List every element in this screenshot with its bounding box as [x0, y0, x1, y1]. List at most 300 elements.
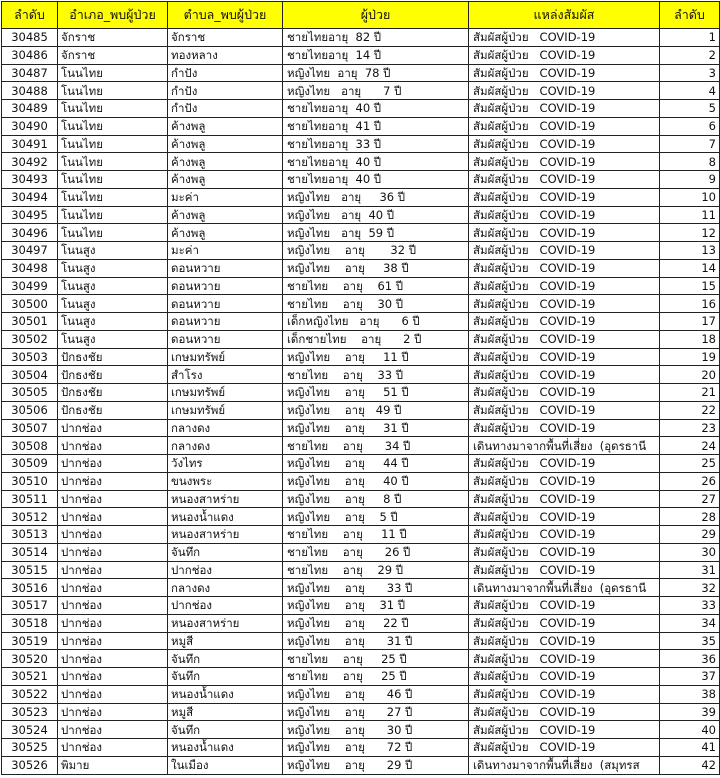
table-row — [2, 313, 720, 331]
case-number-cell: 30514 — [2, 543, 58, 561]
case-number-cell: 30521 — [2, 668, 58, 686]
subdistrict-cell: ปากช่อง — [168, 597, 283, 615]
district-cell: จักราช — [58, 46, 168, 64]
patient-cell: หญิงไทย อายุ 27 ปี — [283, 703, 469, 721]
table-row — [2, 437, 720, 455]
table-row — [2, 543, 720, 561]
district-cell: ปากช่อง — [58, 437, 168, 455]
case-number-cell: 30520 — [2, 650, 58, 668]
patient-cell: หญิงไทย อายุ 22 ปี — [283, 614, 469, 632]
subdistrict-cell: กำปัง — [168, 64, 283, 82]
district-cell: ปากช่อง — [58, 739, 168, 757]
district-cell: ปากช่อง — [58, 650, 168, 668]
district-cell: ปากช่อง — [58, 543, 168, 561]
case-number-cell: 30485 — [2, 29, 58, 47]
subdistrict-cell: หมูสี — [168, 703, 283, 721]
subdistrict-cell: ค้างพลู — [168, 206, 283, 224]
patient-cell: เด็กหญิงไทย อายุ 6 ปี — [283, 313, 469, 331]
district-cell: ปากช่อง — [58, 561, 168, 579]
sequence-cell: 39 — [660, 703, 720, 721]
sequence-cell: 22 — [660, 401, 720, 419]
source-cell: สัมผัสผู้ป่วย COVID-19 — [469, 46, 660, 64]
district-cell: ปากช่อง — [58, 668, 168, 686]
case-number-cell: 30524 — [2, 721, 58, 739]
patient-cell: ชายไทยอายุ 82 ปี — [283, 29, 469, 47]
district-cell: โนนสูง — [58, 295, 168, 313]
case-number-cell: 30491 — [2, 135, 58, 153]
source-cell: สัมผัสผู้ป่วย COVID-19 — [469, 277, 660, 295]
table-row — [2, 64, 720, 82]
case-number-cell: 30505 — [2, 384, 58, 402]
subdistrict-cell: ดอนหวาย — [168, 295, 283, 313]
table-row — [2, 490, 720, 508]
subdistrict-cell: กลางดง — [168, 579, 283, 597]
source-cell: สัมผัสผู้ป่วย COVID-19 — [469, 472, 660, 490]
patient-cell: เด็กชายไทย อายุ 2 ปี — [283, 330, 469, 348]
source-cell: เดินทางมาจากพื้นที่เสี่ยง (สมุทรส — [469, 756, 660, 774]
district-cell: ปักธงชัย — [58, 384, 168, 402]
table-row — [2, 117, 720, 135]
table-row — [2, 561, 720, 579]
sequence-cell: 31 — [660, 561, 720, 579]
patient-cell: หญิงไทย อายุ 31 ปี — [283, 597, 469, 615]
source-cell: สัมผัสผู้ป่วย COVID-19 — [469, 614, 660, 632]
case-number-cell: 30526 — [2, 756, 58, 774]
sequence-cell: 9 — [660, 171, 720, 189]
patient-cell: หญิงไทย อายุ 51 ปี — [283, 384, 469, 402]
subdistrict-cell: ดอนหวาย — [168, 259, 283, 277]
sequence-cell: 20 — [660, 366, 720, 384]
table-row — [2, 668, 720, 686]
subdistrict-cell: มะค่า — [168, 242, 283, 260]
case-number-cell: 30507 — [2, 419, 58, 437]
table-row — [2, 472, 720, 490]
patient-cell: หญิงไทย อายุ 44 ปี — [283, 455, 469, 473]
sequence-cell: 19 — [660, 348, 720, 366]
patient-cell: ชายไทย อายุ 34 ปี — [283, 437, 469, 455]
sequence-cell: 33 — [660, 597, 720, 615]
patient-cell: หญิงไทย อายุ 46 ปี — [283, 685, 469, 703]
subdistrict-cell: ค้างพลู — [168, 224, 283, 242]
case-number-cell: 30518 — [2, 614, 58, 632]
sequence-cell: 35 — [660, 632, 720, 650]
district-cell: โนนไทย — [58, 206, 168, 224]
table-row — [2, 650, 720, 668]
case-number-cell: 30525 — [2, 739, 58, 757]
district-cell: ปากช่อง — [58, 597, 168, 615]
district-cell: ปากช่อง — [58, 508, 168, 526]
subdistrict-cell: จันทึก — [168, 650, 283, 668]
table-row — [2, 330, 720, 348]
subdistrict-cell: กลางดง — [168, 437, 283, 455]
table-row — [2, 685, 720, 703]
header-source: แหล่งสัมผัส — [469, 2, 660, 29]
subdistrict-cell: ในเมือง — [168, 756, 283, 774]
sequence-cell: 2 — [660, 46, 720, 64]
case-number-cell: 30494 — [2, 188, 58, 206]
source-cell: สัมผัสผู้ป่วย COVID-19 — [469, 632, 660, 650]
patient-cell: ชายไทยอายุ 33 ปี — [283, 135, 469, 153]
source-cell: สัมผัสผู้ป่วย COVID-19 — [469, 295, 660, 313]
table-row — [2, 188, 720, 206]
header-subdistrict: ตำบล_พบผู้ป่วย — [168, 2, 283, 29]
table-row — [2, 242, 720, 260]
table-row — [2, 29, 720, 47]
case-number-cell: 30519 — [2, 632, 58, 650]
subdistrict-cell: เกษมทรัพย์ — [168, 384, 283, 402]
case-number-cell: 30506 — [2, 401, 58, 419]
table-body — [2, 29, 720, 775]
subdistrict-cell: หนองสาหร่าย — [168, 614, 283, 632]
subdistrict-cell: หนองน้ำแดง — [168, 685, 283, 703]
district-cell: โนนสูง — [58, 330, 168, 348]
patient-cell: ชายไทยอายุ 40 ปี — [283, 100, 469, 118]
table-row — [2, 384, 720, 402]
table-row — [2, 348, 720, 366]
subdistrict-cell: สำโรง — [168, 366, 283, 384]
district-cell: โนนไทย — [58, 135, 168, 153]
subdistrict-cell: หนองน้ำแดง — [168, 508, 283, 526]
district-cell: โนนสูง — [58, 259, 168, 277]
header-sequence: ลำดับ — [660, 2, 720, 29]
patient-cell: ชายไทย อายุ 25 ปี — [283, 650, 469, 668]
sequence-cell: 15 — [660, 277, 720, 295]
source-cell: เดินทางมาจากพื้นที่เสี่ยง (อุดรธานี — [469, 437, 660, 455]
subdistrict-cell: ดอนหวาย — [168, 330, 283, 348]
district-cell: ปากช่อง — [58, 703, 168, 721]
patient-cell: หญิงไทย อายุ 8 ปี — [283, 490, 469, 508]
patient-cell: หญิงไทย อายุ 40 ปี — [283, 472, 469, 490]
sequence-cell: 17 — [660, 313, 720, 331]
table-row — [2, 100, 720, 118]
sequence-cell: 5 — [660, 100, 720, 118]
table-row — [2, 206, 720, 224]
source-cell: สัมผัสผู้ป่วย COVID-19 — [469, 721, 660, 739]
subdistrict-cell: กำปัง — [168, 100, 283, 118]
subdistrict-cell: หนองสาหร่าย — [168, 490, 283, 508]
patient-cell: หญิงไทย อายุ 32 ปี — [283, 242, 469, 260]
subdistrict-cell: จันทึก — [168, 543, 283, 561]
subdistrict-cell: ขนงพระ — [168, 472, 283, 490]
sequence-cell: 21 — [660, 384, 720, 402]
source-cell: สัมผัสผู้ป่วย COVID-19 — [469, 224, 660, 242]
district-cell: ปากช่อง — [58, 721, 168, 739]
sequence-cell: 34 — [660, 614, 720, 632]
table-row — [2, 597, 720, 615]
case-number-cell: 30500 — [2, 295, 58, 313]
case-number-cell: 30517 — [2, 597, 58, 615]
district-cell: ปากช่อง — [58, 490, 168, 508]
patient-cell: หญิงไทย อายุ 33 ปี — [283, 579, 469, 597]
table-row — [2, 632, 720, 650]
source-cell: สัมผัสผู้ป่วย COVID-19 — [469, 739, 660, 757]
patient-cell: หญิงไทย อายุ 49 ปี — [283, 401, 469, 419]
patient-cell: หญิงไทย อายุ 31 ปี — [283, 419, 469, 437]
district-cell: พิมาย — [58, 756, 168, 774]
patient-cell: ชายไทย อายุ 29 ปี — [283, 561, 469, 579]
source-cell: สัมผัสผู้ป่วย COVID-19 — [469, 668, 660, 686]
source-cell: สัมผัสผู้ป่วย COVID-19 — [469, 384, 660, 402]
subdistrict-cell: จันทึก — [168, 668, 283, 686]
table-row — [2, 366, 720, 384]
source-cell: สัมผัสผู้ป่วย COVID-19 — [469, 650, 660, 668]
patient-cell: ชายไทย อายุ 25 ปี — [283, 668, 469, 686]
subdistrict-cell: ค้างพลู — [168, 135, 283, 153]
table-row — [2, 295, 720, 313]
patient-cell: หญิงไทย อายุ 72 ปี — [283, 739, 469, 757]
sequence-cell: 8 — [660, 153, 720, 171]
patient-cell: หญิงไทย อายุ 59 ปี — [283, 224, 469, 242]
sequence-cell: 37 — [660, 668, 720, 686]
patient-cell: หญิงไทย อายุ 7 ปี — [283, 82, 469, 100]
source-cell: สัมผัสผู้ป่วย COVID-19 — [469, 685, 660, 703]
patient-cell: ชายไทยอายุ 14 ปี — [283, 46, 469, 64]
source-cell: สัมผัสผู้ป่วย COVID-19 — [469, 64, 660, 82]
sequence-cell: 6 — [660, 117, 720, 135]
case-number-cell: 30489 — [2, 100, 58, 118]
case-number-cell: 30486 — [2, 46, 58, 64]
table-row — [2, 82, 720, 100]
case-number-cell: 30523 — [2, 703, 58, 721]
patient-cell: หญิงไทย อายุ 29 ปี — [283, 756, 469, 774]
subdistrict-cell: จันทึก — [168, 721, 283, 739]
patient-cell: ชายไทยอายุ 41 ปี — [283, 117, 469, 135]
table-row — [2, 721, 720, 739]
header-patient: ผู้ป่วย — [283, 2, 469, 29]
patient-cell: หญิงไทย อายุ 40 ปี — [283, 206, 469, 224]
table-row — [2, 277, 720, 295]
district-cell: ปากช่อง — [58, 472, 168, 490]
sequence-cell: 12 — [660, 224, 720, 242]
table-row — [2, 224, 720, 242]
sequence-cell: 24 — [660, 437, 720, 455]
case-number-cell: 30508 — [2, 437, 58, 455]
patient-cell: ชายไทย อายุ 30 ปี — [283, 295, 469, 313]
header-district: อำเภอ_พบผู้ป่วย — [58, 2, 168, 29]
district-cell: ปากช่อง — [58, 632, 168, 650]
source-cell: สัมผัสผู้ป่วย COVID-19 — [469, 597, 660, 615]
table-row — [2, 46, 720, 64]
case-number-cell: 30499 — [2, 277, 58, 295]
source-cell: สัมผัสผู้ป่วย COVID-19 — [469, 100, 660, 118]
case-number-cell: 30512 — [2, 508, 58, 526]
district-cell: โนนไทย — [58, 224, 168, 242]
source-cell: สัมผัสผู้ป่วย COVID-19 — [469, 366, 660, 384]
case-number-cell: 30511 — [2, 490, 58, 508]
patient-cell: ชายไทยอายุ 40 ปี — [283, 171, 469, 189]
patient-cell: ชายไทย อายุ 26 ปี — [283, 543, 469, 561]
sequence-cell: 1 — [660, 29, 720, 47]
sequence-cell: 29 — [660, 526, 720, 544]
table-row — [2, 703, 720, 721]
patient-cell: หญิงไทย อายุ 31 ปี — [283, 632, 469, 650]
table-row — [2, 419, 720, 437]
source-cell: เดินทางมาจากพื้นที่เสี่ยง (อุดรธานี — [469, 579, 660, 597]
source-cell: สัมผัสผู้ป่วย COVID-19 — [469, 543, 660, 561]
covid-case-table — [1, 1, 720, 775]
table-row — [2, 508, 720, 526]
patient-cell: หญิงไทย อายุ 11 ปี — [283, 348, 469, 366]
header-case-number: ลำดับ — [2, 2, 58, 29]
sequence-cell: 10 — [660, 188, 720, 206]
table-row — [2, 153, 720, 171]
sequence-cell: 13 — [660, 242, 720, 260]
source-cell: สัมผัสผู้ป่วย COVID-19 — [469, 82, 660, 100]
sequence-cell: 25 — [660, 455, 720, 473]
case-number-cell: 30495 — [2, 206, 58, 224]
district-cell: ปักธงชัย — [58, 401, 168, 419]
case-number-cell: 30510 — [2, 472, 58, 490]
district-cell: โนนสูง — [58, 277, 168, 295]
district-cell: ปากช่อง — [58, 685, 168, 703]
case-number-cell: 30522 — [2, 685, 58, 703]
table-row — [2, 171, 720, 189]
sequence-cell: 7 — [660, 135, 720, 153]
patient-cell: ชายไทย อายุ 61 ปี — [283, 277, 469, 295]
sequence-cell: 27 — [660, 490, 720, 508]
source-cell: สัมผัสผู้ป่วย COVID-19 — [469, 526, 660, 544]
source-cell: สัมผัสผู้ป่วย COVID-19 — [469, 242, 660, 260]
source-cell: สัมผัสผู้ป่วย COVID-19 — [469, 259, 660, 277]
source-cell: สัมผัสผู้ป่วย COVID-19 — [469, 401, 660, 419]
subdistrict-cell: กำปัง — [168, 82, 283, 100]
subdistrict-cell: ค้างพลู — [168, 117, 283, 135]
source-cell: สัมผัสผู้ป่วย COVID-19 — [469, 703, 660, 721]
district-cell: โนนไทย — [58, 171, 168, 189]
patient-cell: หญิงไทย อายุ 30 ปี — [283, 721, 469, 739]
source-cell: สัมผัสผู้ป่วย COVID-19 — [469, 153, 660, 171]
sequence-cell: 38 — [660, 685, 720, 703]
sequence-cell: 36 — [660, 650, 720, 668]
district-cell: ปากช่อง — [58, 526, 168, 544]
sequence-cell: 28 — [660, 508, 720, 526]
case-number-cell: 30498 — [2, 259, 58, 277]
subdistrict-cell: เกษมทรัพย์ — [168, 401, 283, 419]
sequence-cell: 3 — [660, 64, 720, 82]
case-number-cell: 30513 — [2, 526, 58, 544]
table-row — [2, 401, 720, 419]
source-cell: สัมผัสผู้ป่วย COVID-19 — [469, 508, 660, 526]
sequence-cell: 18 — [660, 330, 720, 348]
district-cell: โนนไทย — [58, 188, 168, 206]
subdistrict-cell: เกษมทรัพย์ — [168, 348, 283, 366]
source-cell: สัมผัสผู้ป่วย COVID-19 — [469, 419, 660, 437]
case-number-cell: 30516 — [2, 579, 58, 597]
patient-cell: หญิงไทย อายุ 36 ปี — [283, 188, 469, 206]
district-cell: ปากช่อง — [58, 419, 168, 437]
district-cell: โนนไทย — [58, 82, 168, 100]
table-row — [2, 135, 720, 153]
source-cell: สัมผัสผู้ป่วย COVID-19 — [469, 561, 660, 579]
patient-cell: หญิงไทย อายุ 78 ปี — [283, 64, 469, 82]
case-number-cell: 30493 — [2, 171, 58, 189]
sequence-cell: 30 — [660, 543, 720, 561]
case-number-cell: 30502 — [2, 330, 58, 348]
district-cell: ปากช่อง — [58, 455, 168, 473]
case-number-cell: 30497 — [2, 242, 58, 260]
subdistrict-cell: จักราช — [168, 29, 283, 47]
district-cell: ปากช่อง — [58, 579, 168, 597]
sequence-cell: 26 — [660, 472, 720, 490]
source-cell: สัมผัสผู้ป่วย COVID-19 — [469, 348, 660, 366]
patient-cell: ชายไทย อายุ 11 ปี — [283, 526, 469, 544]
case-number-cell: 30492 — [2, 153, 58, 171]
sequence-cell: 11 — [660, 206, 720, 224]
case-number-cell: 30487 — [2, 64, 58, 82]
table-row — [2, 526, 720, 544]
table-row — [2, 739, 720, 757]
patient-cell: ชายไทยอายุ 40 ปี — [283, 153, 469, 171]
subdistrict-cell: มะค่า — [168, 188, 283, 206]
district-cell: ปากช่อง — [58, 614, 168, 632]
table-row — [2, 579, 720, 597]
district-cell: ปักธงชัย — [58, 366, 168, 384]
table-row — [2, 259, 720, 277]
patient-cell: ชายไทย อายุ 33 ปี — [283, 366, 469, 384]
subdistrict-cell: หนองน้ำแดง — [168, 739, 283, 757]
case-number-cell: 30496 — [2, 224, 58, 242]
case-number-cell: 30504 — [2, 366, 58, 384]
source-cell: สัมผัสผู้ป่วย COVID-19 — [469, 330, 660, 348]
subdistrict-cell: หนองสาหร่าย — [168, 526, 283, 544]
district-cell: ปักธงชัย — [58, 348, 168, 366]
case-number-cell: 30503 — [2, 348, 58, 366]
case-number-cell: 30488 — [2, 82, 58, 100]
subdistrict-cell: ปากช่อง — [168, 561, 283, 579]
district-cell: โนนสูง — [58, 313, 168, 331]
table-row — [2, 756, 720, 774]
district-cell: โนนสูง — [58, 242, 168, 260]
source-cell: สัมผัสผู้ป่วย COVID-19 — [469, 117, 660, 135]
case-number-cell: 30490 — [2, 117, 58, 135]
source-cell: สัมผัสผู้ป่วย COVID-19 — [469, 135, 660, 153]
source-cell: สัมผัสผู้ป่วย COVID-19 — [469, 188, 660, 206]
subdistrict-cell: วังไทร — [168, 455, 283, 473]
case-number-cell: 30515 — [2, 561, 58, 579]
district-cell: โนนไทย — [58, 153, 168, 171]
subdistrict-cell: ทองหลาง — [168, 46, 283, 64]
source-cell: สัมผัสผู้ป่วย COVID-19 — [469, 29, 660, 47]
source-cell: สัมผัสผู้ป่วย COVID-19 — [469, 313, 660, 331]
table-row — [2, 614, 720, 632]
header-row — [2, 2, 720, 29]
source-cell: สัมผัสผู้ป่วย COVID-19 — [469, 171, 660, 189]
sequence-cell: 32 — [660, 579, 720, 597]
sequence-cell: 42 — [660, 756, 720, 774]
sequence-cell: 23 — [660, 419, 720, 437]
sequence-cell: 41 — [660, 739, 720, 757]
source-cell: สัมผัสผู้ป่วย COVID-19 — [469, 206, 660, 224]
subdistrict-cell: ดอนหวาย — [168, 277, 283, 295]
district-cell: โนนไทย — [58, 117, 168, 135]
patient-cell: หญิงไทย อายุ 38 ปี — [283, 259, 469, 277]
sequence-cell: 4 — [660, 82, 720, 100]
table-row — [2, 455, 720, 473]
subdistrict-cell: ดอนหวาย — [168, 313, 283, 331]
sequence-cell: 16 — [660, 295, 720, 313]
subdistrict-cell: หมูสี — [168, 632, 283, 650]
sequence-cell: 14 — [660, 259, 720, 277]
district-cell: จักราช — [58, 29, 168, 47]
district-cell: โนนไทย — [58, 100, 168, 118]
source-cell: สัมผัสผู้ป่วย COVID-19 — [469, 455, 660, 473]
subdistrict-cell: กลางดง — [168, 419, 283, 437]
subdistrict-cell: ค้างพลู — [168, 171, 283, 189]
case-number-cell: 30509 — [2, 455, 58, 473]
patient-cell: หญิงไทย อายุ 5 ปี — [283, 508, 469, 526]
district-cell: โนนไทย — [58, 64, 168, 82]
sequence-cell: 40 — [660, 721, 720, 739]
